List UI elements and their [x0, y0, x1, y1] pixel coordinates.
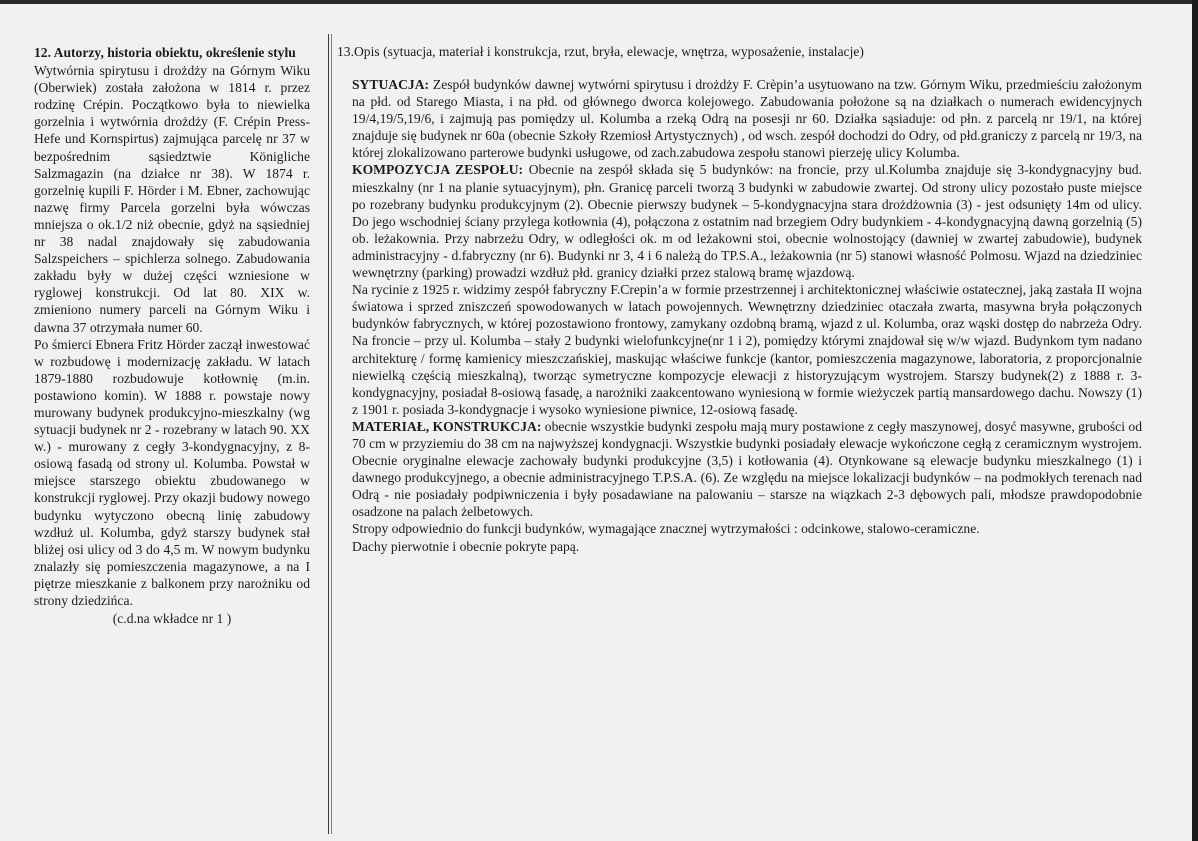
continuation-note: (c.d.na wkładce nr 1 ): [112, 611, 232, 627]
section-text: Na rycinie z 1925 r. widzimy zespół fabryczny F.Crepin’a w formie przestrzennej i architektonicznej właściwie ostatecznej, jaką zastała II wojna światowa i sprzed zniszczeń spowodowanych w latach powojennych. Wewnętrzny dziedziniec otaczała zwarta, masywna bryła połączonych budynków fabrycznych, w której pozostawiono frontowy, zamykany ozdobną bramą, wjazd z ul. Kolumba, oraz wąski dostęp do nabrzeża Odry. Na froncie – przy ul. Kolumba – stały 2 budynki wielofunkcyjne(nr 1 i 2), pomiędzy którymi znajdował się w/w wjazd. Budynkom tym nadano architekturę / formę kamienicy mieszczańskiej, maskując właściwe funkcje (kantor, pomieszczenia magazynowe, laboratoria, z proporcjonalnie niewielką częścią mieszkalną), tworząc symetryczne kompozycje elewacji z historyzującym wystrojem. Starszy budynek(2) z 1888 r. 3-kondygnacyjny, posiadał 8-osiową fasadę, a narożniki zaakcentowano wyniesioną w formie wieżyczek partią mansardowego dachu. Nowszy (1) z 1901 r. posiada 3-kondygnacje i wysoko wyniesione piwnice, 12-osiową fasadę.: [352, 282, 1142, 417]
section-ceilings: [352, 520, 1142, 537]
section-situation: [352, 76, 1142, 161]
section-lead: SYTUACJA:: [352, 77, 430, 92]
history-heading: 12. Autorzy, historia obiektu, określenie stylu: [34, 45, 296, 60]
scan-edge-top: [0, 0, 1198, 4]
column-divider-shadow: [331, 34, 332, 834]
description-header: 13.Opis (sytuacja, materiał i konstrukcja, rzut, bryła, elewacje, wnętrza, wyposażenie, instalacje): [337, 44, 864, 59]
section-text: obecnie wszystkie budynki zespołu mają mury postawione z cegły maszynowej, dosyć masywne, grubości od 70 cm w przyziemiu do 38 cm na najwyższej kondygnacji. Wszystkie budynki posiadały elewacje wykończone cegłą z ceramicznym wystrojem. Obecnie oryginalne elewacje zachowały budynki produkcyjne (3,5) i kotłowania (4). Otynkowane są elewacje budynku mieszkalnego (1) i dawnego produkcyjnego, a obecnie administracyjnego T.P.S.A. (6). Ze względu na miejsce lokalizacji budynków – na podmokłych terenach nad Odrą - nie posiadały podpiwniczenia i były posadawiane na palowaniu – starsze na wiązkach 2-3 dębowych pali, młodsze prawdopodobnie osadzone na palach żelbetowych.: [352, 418, 1143, 520]
history-column: [34, 44, 310, 627]
section-lead: MATERIAŁ, KONSTRUKCJA:: [352, 418, 542, 434]
column-divider: [328, 34, 329, 834]
section-lead: KOMPOZYCJA ZESPOŁU:: [352, 162, 524, 178]
section-text: Obecnie na zespół składa się 5 budynków: na froncie, przy ul.Kolumba znajduje się 3-kondygnacyjny bud. mieszkalny (nr 1 na planie sytuacyjnym), płn. Granicę parceli tworzą 3 budynki w zabudowie zwartej. Od strony ulicy pozostało puste miejsce po rozebrany budynku produkcyjnym (2). Obecnie pierwszy budynek – 5-kondygnacyjna stara drożdżownia (3) - jest odsunięty 14m od ulicy. Do jego wschodniej ściany przylega kotłownia (4), połączona z ostatnim nad brzegiem Odry budynkiem - 4-kondygnacyjną dawną gorzelnią (5) ob. leżakownia. Przy nabrzeżu Odry, w odległości ok. m od leżakowni stoi, obecnie wolnostojący (dawniej w zwartej zabudowie), budynek administracyjny - d.fabryczny (nr 6). Budynki nr 3, 4 i 6 należą do TP.S.A., leżakownia (nr 5) stanowi własność Polmosu. Wjazd na dziedziniec wewnętrzny (parking) prowadzi wzdłuż płd. granicy działki przez stalową bramę wjazdową.: [352, 162, 1142, 281]
section-text: Stropy odpowiednio do funkcji budynków, wymagające znacznej wytrzymałości : odcinkowe, stalowo-ceramiczne.: [352, 521, 980, 537]
section-material: [352, 418, 1142, 521]
section-text: Dachy pierwotnie i obecnie pokryte papą.: [352, 538, 580, 554]
scan-edge-right: [1192, 0, 1198, 841]
section-history-1925: [352, 281, 1142, 418]
history-paragraph: Po śmierci Ebnera Fritz Hörder zaczął inwestować w rozbudowę i modernizację zakładu. W latach 1879-1880 rozbudowuje kotłownię (m.in. postawiono komin). W 1888 r. powstaje nowy murowany budynek produkcyjno-mieszkalny (wg sytuacji budynek nr 2 - rozebrany w latach 90. XX w.) - murowany z cegły 3-kondygnacyjny, z 8-osiową fasadą od strony ul. Kolumba. Powstał w miejsce starszego obiektu zbudowanego w konstrukcji ryglowej. Przy okazji budowy nowego budynku wytyczono obecną linię zabudowy wzdłuż ul. Kolumba, gdyż starszy budynek stał bliżej osi ulicy od 3 do 4,5 m. W nowym budynku znalazły się pomieszczenia magazynowe, a na I piętrze mieszkanie z balkonem przy narożniku od strony dziedzińca.: [34, 336, 310, 608]
history-paragraph: Wytwórnia spirytusu i drożdży na Górnym Wiku (Oberwiek) została założona w 1814 r. przez rodzinę Crépin. Początkowo była to niewielka gorzelnia i wytwórnia drożdży (F. Crépin Press-Hefe und Kornspirtus) zajmująca parcelę nr 37 w bezpośrednim sąsiedztwie Königliche Salzmagazin (na działce nr 38). W 1874 r. gorzelnię kupili F. Hörder i M. Ebner, zachowując nazwę firmy Parcela gorzelni była wówczas mniejsza o ok.1/2 niż obecnie, gdyż na sąsiedniej nr 38 nadal znajdowały się zabudowania Salzspeichers – spichlerza solnego. Zabudowania zakładu były w dużej części wzniesione w ryglowej konstrukcji. Od lat 80. XIX w. zmieniono numery parceli na Górnym Wiku i dawna 37 otrzymała numer 60.: [34, 63, 310, 335]
section-composition: [352, 161, 1142, 281]
section-text: Zespół budynków dawnej wytwórni spirytusu i drożdży F. Crèpin’a usytuowano na tzw. Górnym Wiku, przedmieściu założonym na płd. od Starego Miasta, i na płd. od głównego dworca kolejowego. Zabudowania położone są na działkach o numerach ewidencyjnych 19/4,19/5,19/6, i zajmują pas pomiędzy ul. Kolumba a rzeką Odrą na posesji nr 60. Działka sąsiaduje: od płn. z parcelą nr 19/1, na której znajduje się budynek nr 60a (obecnie Szkoły Rzemiosł Artystycznych) , od wsch. zespół dochodzi do Odry, od płd.graniczy z parcelą nr 19/3, na której zlokalizowano parterowe budynki usługowe, od zach.zabudowa zespołu stanowi pierzeję ulicy Kolumba.: [352, 77, 1142, 161]
description-column: [352, 76, 1142, 555]
section-roofs: [352, 538, 1142, 555]
